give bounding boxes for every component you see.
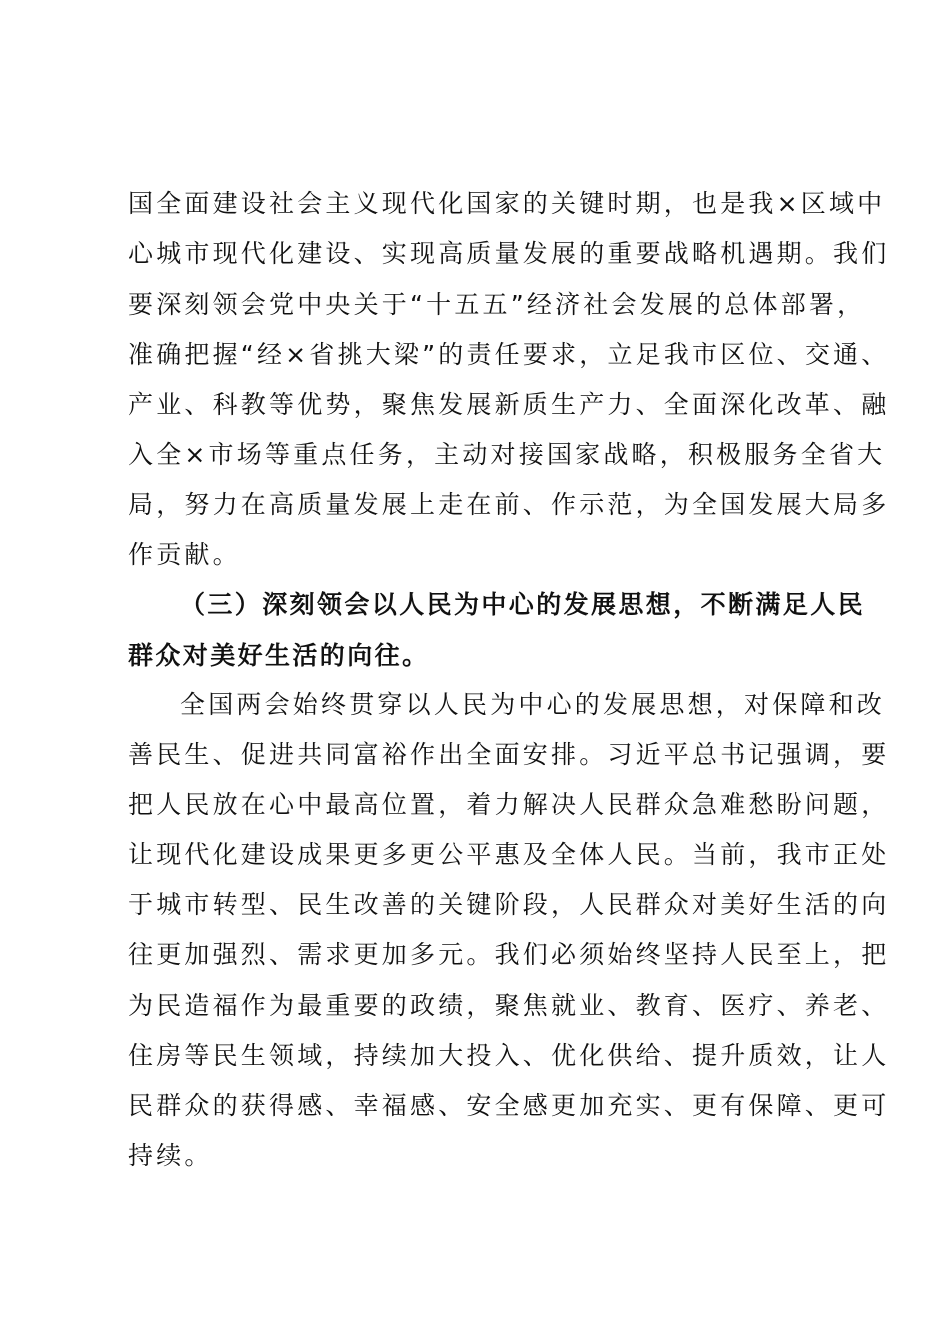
paragraph-line: 产业、科教等优势，聚焦发展新质生产力、全面深化改革、融 xyxy=(128,390,890,419)
paragraph-line: 要深刻领会党中央关于“十五五”经济社会发展的总体部署， xyxy=(128,290,866,319)
paragraph-line: 善民生、促进共同富裕作出全面安排。习近平总书记强调，要 xyxy=(128,740,890,769)
paragraph-line: 准确把握“经×省挑大梁”的责任要求，立足我市区位、交通、 xyxy=(128,340,890,369)
paragraph-line: 于城市转型、民生改善的关键阶段，人民群众对美好生活的向 xyxy=(128,890,890,919)
section-heading: （三）深刻领会以人民为中心的发展思想，不断满足人民 xyxy=(180,590,866,619)
paragraph-line: 入全×市场等重点任务，主动对接国家战略，积极服务全省大 xyxy=(128,440,886,469)
paragraph-line: 国全面建设社会主义现代化国家的关键时期，也是我×区域中 xyxy=(128,189,886,218)
paragraph-line: 心城市现代化建设、实现高质量发展的重要战略机遇期。我们 xyxy=(128,239,890,268)
paragraph-line: 把人民放在心中最高位置，着力解决人民群众急难愁盼问题， xyxy=(128,790,890,819)
paragraph-line: 往更加强烈、需求更加多元。我们必须始终坚持人民至上，把 xyxy=(128,940,890,969)
paragraph-line: 持续。 xyxy=(128,1141,213,1170)
paragraph-line: 局，努力在高质量发展上走在前、作示范，为全国发展大局多 xyxy=(128,490,890,519)
paragraph-line: 民群众的获得感、幸福感、安全感更加充实、更有保障、更可 xyxy=(128,1091,890,1120)
paragraph-line: 让现代化建设成果更多更公平惠及全体人民。当前，我市正处 xyxy=(128,840,890,869)
paragraph-line: 住房等民生领域，持续加大投入、优化供给、提升质效，让人 xyxy=(128,1041,890,1070)
paragraph-line: 为民造福作为最重要的政绩，聚焦就业、教育、医疗、养老、 xyxy=(128,991,890,1020)
section-heading: 群众对美好生活的向往。 xyxy=(128,641,430,670)
paragraph-line: 全国两会始终贯穿以人民为中心的发展思想，对保障和改 xyxy=(180,690,886,719)
paragraph-line: 作贡献。 xyxy=(128,540,241,569)
